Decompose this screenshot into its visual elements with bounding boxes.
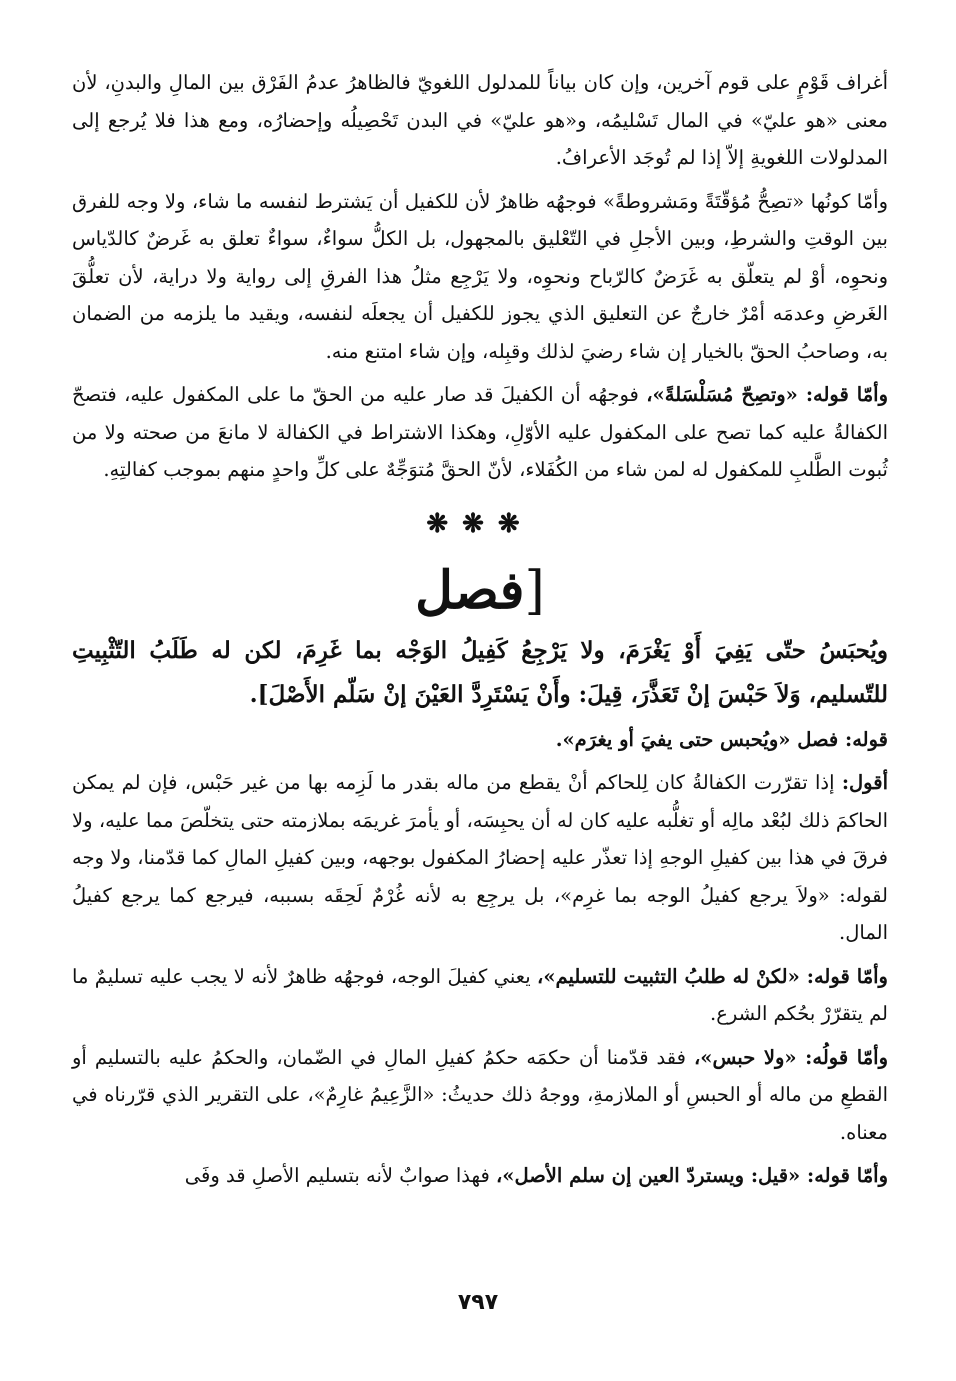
section-separator: ❋❋❋: [426, 508, 534, 539]
paragraph-text: فقد قدّمنا أن حكمَه حكمُ كفيلِ المالِ في الضّمان، والحكمُ عليه بالتسليم أو القطعِ من ماله أو الحبسِ أو الملازمةِ، ووجهُ ذلك حديثُ: «الزَّعِيمُ غارِمٌ»، على التقرير الذي قرّرناه في معناه.: [72, 1045, 888, 1144]
main-text-matn: ويُحبَسُ حتّى يَفِيَ أَوْ يَغْرَمَ، ولا يَرْجِعُ كَفِيلُ الوَجْه بما غَرِمَ، لكن له طَلَبُ التّثْبِيتِ للتّسليم، وَلاَ حَبْسَ إنْ تَعَذَّرَ، قِيلَ: وأَنْ يَسْتَرِدَّ العَيْنَ إنْ سَلّم الأَصْلَ].: [72, 636, 888, 708]
paragraph-4: [72, 721, 888, 759]
paragraph-3: [72, 376, 888, 489]
paragraph-8: [72, 1157, 888, 1195]
section-heading: [72, 561, 888, 621]
heading-bracket: [: [524, 560, 545, 621]
paragraph-lead: أقول:: [841, 771, 888, 794]
paragraph-1: [72, 64, 888, 177]
paragraph-lead: وأمّا قولُه: «ولا حبس»،: [693, 1045, 888, 1069]
page-number: ٧٩٧: [457, 1290, 499, 1315]
paragraph-text: يعني كفيلَ الوجه، فوجهُه ظاهرٌ لأنه لا يجب عليه تسليمٌ ما لم يتقرّرْ بحُكم الشرع.: [72, 964, 888, 1025]
paragraph-text: فوجهُه أن الكفيلَ قد صار عليه من الحقّ ما على المكفول عليه، فتصحّ الكفالةُ عليه كما تصح على المكفول عليه الأوّلِ، وهكذا الاشتراط في الكفالة لا مانعَ من صحته ولا من ثُبوت الطَّلبِ للمكفول له لمن شاء من الكُفَلاء، لأنّ الحقَّ مُتوَجِّهٌ على كلِّ واحدٍ منهم بموجب كفالتِهِ.: [72, 383, 888, 481]
paragraph-text: إذا تقرّرت الكفالةُ كان لِلحاكم أنْ يقطع من ماله بقدر ما لَزِمه بها من غير حَبْس، فإن لم يمكن الحاكمَ ذلك لبُعْد مالِه أو تغلُّبه عليه كان له أن يحبِسَه، أو يأمرَ غريمَه بملازمته حتى يتخلّصَ مما عليه، ولا فرقَ في هذا بين كفيلِ الوجهِ إذا تعذّر عليه إحضارُ المكفول بوجهه، وبين كفيلِ المالِ كما قدّمنا، ولا وجه لقوله: «ولاَ يرجع كفيلُ الوجه بما غرِم»، بل يرجِع به لأنه غُرْمٌ لَحِقَه بسببه، فيرجع كما يرجع كفيلُ المال.: [72, 771, 888, 944]
page-body: [72, 64, 888, 1201]
paragraph-7: [72, 1039, 888, 1152]
paragraph-lead: وأمّا قوله: «وتصِحّ مُسَلْسَلةً»،: [646, 383, 888, 406]
paragraph-text: وأمّا كونُها «تصِحُّ مُؤقّتَةً ومَشروطةً» فوجهُه ظاهرٌ لأن للكفيل أن يَشترط لنفسه ما شاء، ولا وجه للفرق بين الوقتِ والشرطِ، وبين الأجلِ في التّعْليق بالمجهول، بل الكلُّ سواءٌ، سواءٌ تعلق به غَرضٌ كالدّياس ونحوِه، أوْ لم يتعلّق به غَرَضٌ كالرّباح ونحوِه، ولا يَرْجِع مثلُ هذا الفرقِ إلى رواية ولا دراية، لأن تعلُّقَ الغَرضِ وعدمَه أمْرٌ خارجٌ عن التعليق الذي يجوز للكفيل أن يجعلَه لنفسه، ويقيد ما يلزمه من الضمان به، وصاحبُ الحقّ بالخيار إن شاء رضيَ لذلك وقبِله، وإن شاء امتنع منه.: [72, 189, 888, 363]
paragraph-2: [72, 183, 888, 371]
paragraph-5: [72, 764, 888, 952]
paragraph-6: [72, 958, 888, 1033]
paragraph-lead: وأمّا قوله: «لكنْ له طلبُ التثبيت للتسليم»،: [537, 964, 888, 988]
paragraph-lead: وأمّا قوله: «قيل: ويستردّ العين إن سلم الأصل»،: [495, 1164, 888, 1187]
paragraph-lead: قوله: فصل «ويُحبس حتى يفيَ أو يغرَم».: [555, 727, 888, 751]
paragraph-text: أغراف قَوْمٍ على قوم آخرين، وإن كان بياناً للمدلول اللغويّ فالظاهرُ عدمُ الفَرْق بين المالِ والبدنِ، لأن معنى «هو عليّ» في المال تَسْليمُه، و«هو عليّ» في البدن تَحْصِيلُه وإحضارُه، ومع هذا فلا يُرجع إلى المدلولات اللغويةِ إلاّ إذا لم تُوجَد الأعرافُ.: [72, 71, 888, 169]
heading-title: فصل: [415, 559, 525, 621]
paragraph-text: فهذا صوابٌ لأنه بتسليم الأصلِ قد وفَى: [184, 1164, 496, 1187]
